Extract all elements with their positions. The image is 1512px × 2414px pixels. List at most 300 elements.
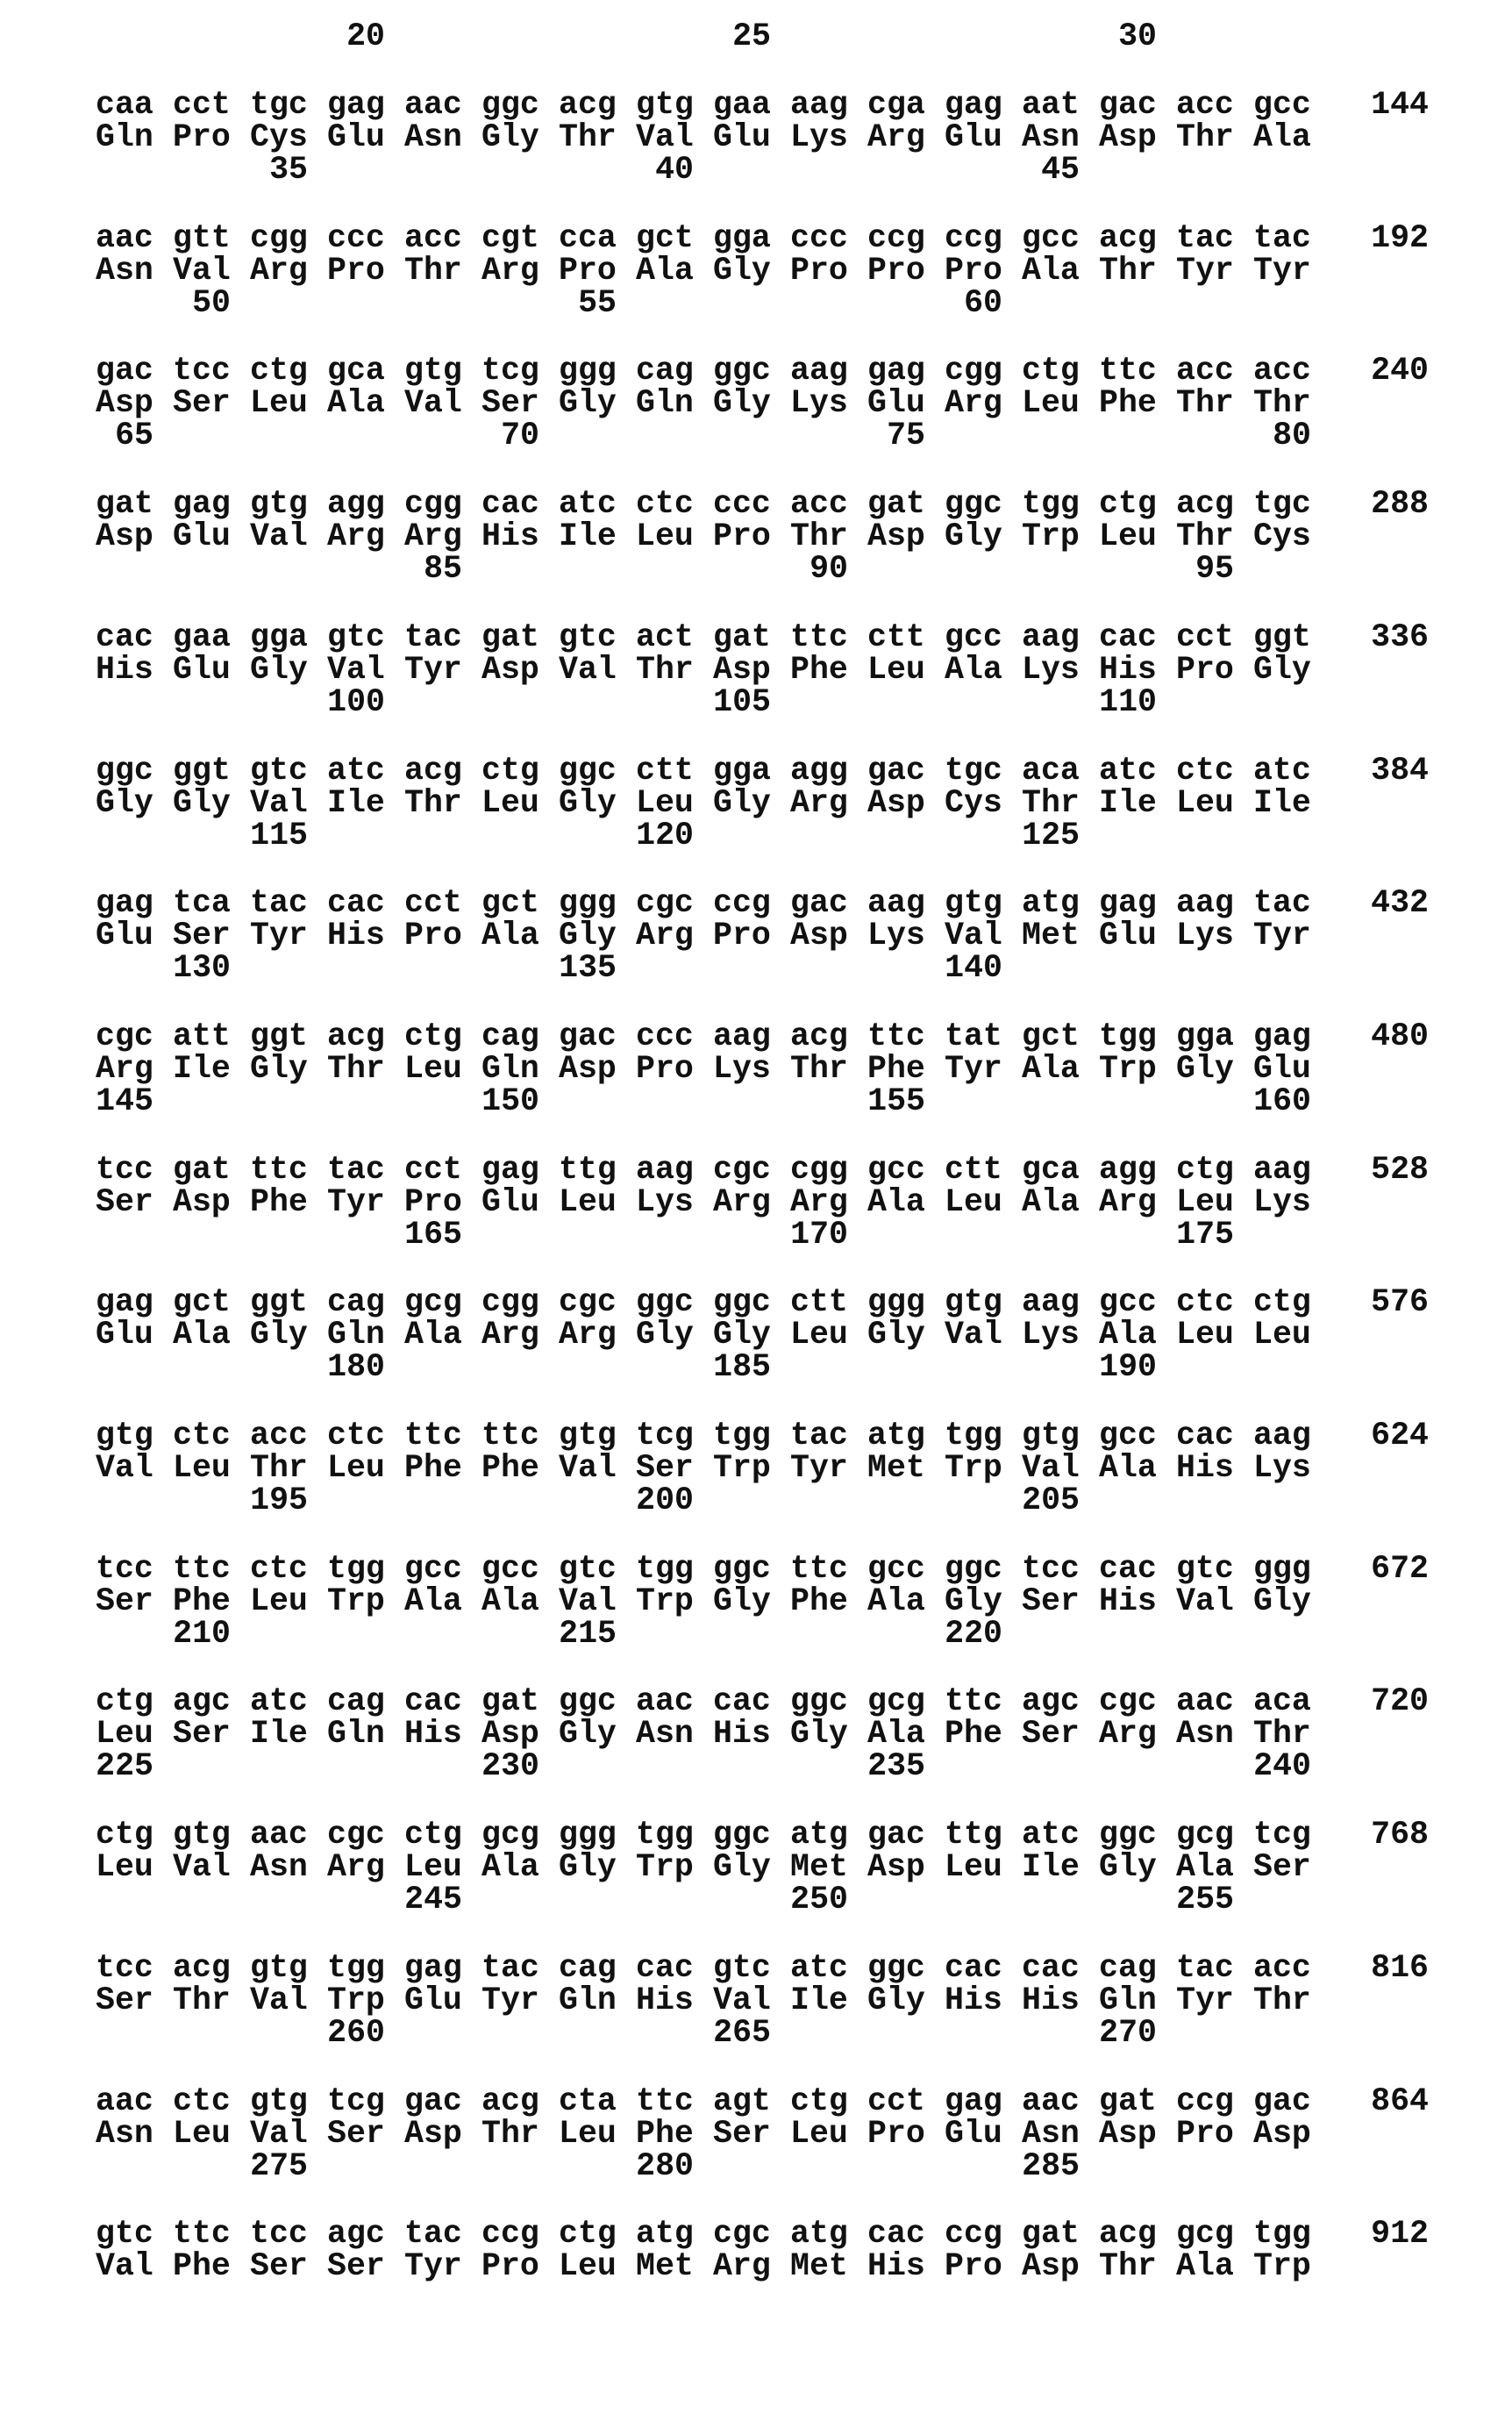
amino-acid: Ile: [173, 1053, 231, 1085]
sequence-block: [96, 1952, 1429, 2049]
amino-acid: Leu: [867, 653, 925, 686]
amino-acid: Phe: [867, 1053, 925, 1085]
codon: ccc: [636, 1020, 694, 1053]
amino-acid: Val: [636, 121, 694, 154]
codon: ggc: [636, 1286, 694, 1318]
amino-acid: Asp: [96, 387, 153, 419]
amino-acid: Val: [559, 1585, 617, 1618]
codon: ctg: [790, 2085, 848, 2118]
codon: gac: [867, 1818, 925, 1851]
codon: ctg: [1099, 488, 1157, 520]
residue-number-line: [96, 2017, 1429, 2049]
residue-number-line: [96, 2150, 1429, 2182]
sequence-block: [96, 1685, 1429, 1782]
codon: atg: [1022, 887, 1080, 919]
residue-number: 155: [867, 1085, 925, 1118]
amino-acid: Ala: [404, 1318, 462, 1351]
amino-acid: Gly: [713, 254, 771, 287]
codon: ggg: [1253, 1553, 1311, 1585]
residue-number: 260: [327, 2017, 385, 2049]
codon: cgt: [481, 222, 539, 254]
amino-acid: Pro: [636, 1053, 694, 1085]
amino-acid: Asp: [867, 1851, 925, 1883]
amino-acid-line: [96, 1585, 1429, 1618]
amino-acid: Arg: [945, 387, 1002, 419]
residue-number: 140: [945, 952, 1002, 984]
codon: agc: [173, 1685, 231, 1718]
residue-number-line: [96, 1750, 1429, 1782]
codon: agc: [327, 2218, 385, 2250]
codon: tac: [1253, 222, 1311, 254]
codon: gcc: [1099, 1419, 1157, 1452]
codon: acc: [1176, 354, 1234, 387]
residue-number: 125: [1022, 819, 1080, 852]
residue-number-line: [96, 1618, 1429, 1650]
codon: gcc: [867, 1153, 925, 1186]
amino-acid: Arg: [790, 1186, 848, 1218]
codon: cac: [481, 488, 539, 520]
amino-acid: Lys: [867, 919, 925, 952]
amino-acid: Leu: [636, 520, 694, 553]
codon: gcc: [481, 1553, 539, 1585]
residue-number-line: [96, 686, 1429, 718]
amino-acid: Asn: [1022, 121, 1080, 154]
codon: cgc: [96, 1020, 153, 1053]
codon: cag: [327, 1286, 385, 1318]
amino-acid: Arg: [404, 520, 462, 553]
amino-acid: Val: [173, 254, 231, 287]
residue-number: 250: [790, 1883, 848, 1916]
nucleotide-line: [96, 354, 1429, 387]
amino-acid: Gly: [559, 787, 617, 819]
codon: cac: [1176, 1419, 1234, 1452]
codon: ctg: [96, 1685, 153, 1718]
amino-acid: Tyr: [404, 2250, 462, 2282]
codon: gct: [636, 222, 694, 254]
amino-acid: Ser: [636, 1452, 694, 1484]
amino-acid: Asp: [481, 1718, 539, 1750]
codon: cgc: [713, 2218, 771, 2250]
sequence-block: [96, 887, 1429, 984]
amino-acid: Gly: [945, 520, 1002, 553]
codon: gac: [1099, 89, 1157, 121]
amino-acid: Cys: [250, 121, 308, 154]
codon: cgc: [636, 887, 694, 919]
codon: tgg: [636, 1553, 694, 1585]
residue-number: 60: [945, 287, 1002, 319]
amino-acid: Thr: [1176, 121, 1234, 154]
amino-acid: Ser: [96, 1984, 153, 2017]
codon: aag: [636, 1153, 694, 1186]
amino-acid: His: [713, 1718, 771, 1750]
codon: cgc: [713, 1153, 771, 1186]
codon: ggc: [481, 89, 539, 121]
amino-acid: Val: [250, 520, 308, 553]
amino-acid-line: [96, 1318, 1429, 1351]
codon: tac: [790, 1419, 848, 1452]
amino-acid: Leu: [250, 387, 308, 419]
amino-acid: Leu: [96, 1851, 153, 1883]
codon: tgg: [1253, 2218, 1311, 2250]
codon: gga: [1176, 1020, 1234, 1053]
amino-acid: Leu: [559, 1186, 617, 1218]
amino-acid: Glu: [327, 121, 385, 154]
nucleotide-line: [96, 1020, 1429, 1053]
residue-number: 255: [1176, 1883, 1234, 1916]
amino-acid: Gln: [636, 387, 694, 419]
amino-acid: Ala: [1022, 1186, 1080, 1218]
nucleotide-count: 720: [1371, 1685, 1429, 1718]
amino-acid: Ser: [327, 2250, 385, 2282]
amino-acid: Asp: [867, 520, 925, 553]
nucleotide-line: [96, 222, 1429, 254]
nucleotide-count: 672: [1371, 1553, 1429, 1585]
residue-number: 265: [713, 2017, 771, 2049]
amino-acid: Asn: [404, 121, 462, 154]
codon: cgg: [404, 488, 462, 520]
codon: aac: [1176, 1685, 1234, 1718]
codon: tcg: [1253, 1818, 1311, 1851]
amino-acid: Val: [250, 2118, 308, 2150]
codon: ggt: [1253, 621, 1311, 653]
nucleotide-line: [96, 887, 1429, 919]
codon: tac: [1176, 1952, 1234, 1984]
codon: tgg: [713, 1419, 771, 1452]
codon: cac: [1099, 621, 1157, 653]
codon: gtg: [945, 1286, 1002, 1318]
residue-number: 115: [250, 819, 308, 852]
amino-acid: Glu: [945, 2118, 1002, 2150]
codon: cac: [96, 621, 153, 653]
codon: gtc: [559, 1553, 617, 1585]
amino-acid: Phe: [790, 1585, 848, 1618]
codon: ctc: [1176, 754, 1234, 787]
amino-acid: His: [867, 2250, 925, 2282]
amino-acid: Gln: [327, 1318, 385, 1351]
residue-number-line: [96, 1218, 1429, 1251]
codon: tac: [404, 621, 462, 653]
codon: aac: [96, 2085, 153, 2118]
codon: ctt: [945, 1153, 1002, 1186]
codon: atc: [1022, 1818, 1080, 1851]
amino-acid: Trp: [945, 1452, 1002, 1484]
codon: gct: [1022, 1020, 1080, 1053]
residue-number: 120: [636, 819, 694, 852]
amino-acid: Gln: [96, 121, 153, 154]
amino-acid: Asp: [173, 1186, 231, 1218]
amino-acid: Arg: [250, 254, 308, 287]
amino-acid: Arg: [559, 1318, 617, 1351]
residue-number: 95: [1176, 553, 1234, 585]
amino-acid: Leu: [404, 1053, 462, 1085]
amino-acid: Ala: [867, 1718, 925, 1750]
amino-acid: Thr: [790, 1053, 848, 1085]
amino-acid: His: [1099, 653, 1157, 686]
amino-acid: Gly: [713, 1585, 771, 1618]
nucleotide-count: 288: [1371, 488, 1429, 520]
codon: ctc: [173, 2085, 231, 2118]
codon: acc: [404, 222, 462, 254]
codon: acg: [173, 1952, 231, 1984]
amino-acid: Ile: [327, 787, 385, 819]
residue-number: 75: [867, 419, 925, 452]
codon: gtg: [404, 354, 462, 387]
codon: gac: [404, 2085, 462, 2118]
codon: acg: [559, 89, 617, 121]
amino-acid: Lys: [1253, 1452, 1311, 1484]
codon: ttc: [1099, 354, 1157, 387]
residue-number: 210: [173, 1618, 231, 1650]
amino-acid: Gly: [250, 653, 308, 686]
amino-acid: Trp: [713, 1452, 771, 1484]
sequence-block: [96, 754, 1429, 852]
amino-acid: Ser: [1022, 1718, 1080, 1750]
amino-acid: Gly: [1099, 1851, 1157, 1883]
amino-acid: Leu: [173, 1452, 231, 1484]
nucleotide-line: [96, 2085, 1429, 2118]
amino-acid: Glu: [713, 121, 771, 154]
codon: ctg: [404, 1818, 462, 1851]
amino-acid: Thr: [481, 2118, 539, 2150]
amino-acid: Met: [790, 1851, 848, 1883]
residue-number: 225: [96, 1750, 153, 1782]
amino-acid: Glu: [1099, 919, 1157, 952]
amino-acid: Lys: [1022, 1318, 1080, 1351]
amino-acid: Gly: [713, 387, 771, 419]
codon: cta: [559, 2085, 617, 2118]
amino-acid: Gly: [790, 1718, 848, 1750]
codon: aag: [1253, 1419, 1311, 1452]
codon: cgc: [1099, 1685, 1157, 1718]
codon: acg: [1176, 488, 1234, 520]
amino-acid: Gly: [559, 919, 617, 952]
codon: tcc: [96, 1153, 153, 1186]
codon: ggc: [559, 1685, 617, 1718]
amino-acid: Ser: [96, 1186, 153, 1218]
amino-acid: His: [1176, 1452, 1234, 1484]
residue-number: 85: [404, 553, 462, 585]
codon: tcc: [96, 1952, 153, 1984]
amino-acid: Gly: [96, 787, 153, 819]
codon: gtg: [1022, 1419, 1080, 1452]
codon: ttc: [250, 1153, 308, 1186]
codon: ggg: [559, 354, 617, 387]
codon: tac: [404, 2218, 462, 2250]
codon: atc: [327, 754, 385, 787]
residue-number-line: [96, 1351, 1429, 1383]
codon: gtg: [636, 89, 694, 121]
codon: gac: [559, 1020, 617, 1053]
nucleotide-count: 240: [1371, 354, 1429, 387]
amino-acid-line: [96, 2250, 1429, 2282]
codon: ctg: [96, 1818, 153, 1851]
nucleotide-count: 864: [1371, 2085, 1429, 2118]
residue-number: 240: [1253, 1750, 1311, 1782]
amino-acid: Gly: [1253, 1585, 1311, 1618]
amino-acid: Pro: [1176, 2118, 1234, 2150]
codon: agt: [713, 2085, 771, 2118]
codon: cgg: [945, 354, 1002, 387]
amino-acid: Tyr: [1176, 1984, 1234, 2017]
amino-acid: Pro: [790, 254, 848, 287]
codon: gac: [867, 754, 925, 787]
amino-acid: Gln: [559, 1984, 617, 2017]
codon: ggc: [713, 1286, 771, 1318]
amino-acid: Ile: [1022, 1851, 1080, 1883]
sequence-block: [96, 1020, 1429, 1118]
amino-acid: Asp: [790, 919, 848, 952]
codon: tcc: [173, 354, 231, 387]
codon: ggc: [96, 754, 153, 787]
amino-acid: Asn: [96, 254, 153, 287]
residue-number: 65: [96, 419, 153, 452]
codon: gga: [250, 621, 308, 653]
nucleotide-count: 576: [1371, 1286, 1429, 1318]
amino-acid: Asn: [636, 1718, 694, 1750]
amino-acid: Pro: [559, 254, 617, 287]
codon: gca: [1022, 1153, 1080, 1186]
residue-number: 215: [559, 1618, 617, 1650]
codon: tac: [250, 887, 308, 919]
amino-acid: Leu: [1176, 1318, 1234, 1351]
amino-acid: Leu: [250, 1585, 308, 1618]
codon: ccc: [790, 222, 848, 254]
amino-acid: Asp: [559, 1053, 617, 1085]
codon: atg: [867, 1419, 925, 1452]
codon: ttc: [945, 1685, 1002, 1718]
header-residue-numbers: [96, 20, 1429, 53]
codon: ggt: [173, 754, 231, 787]
codon: cgg: [790, 1153, 848, 1186]
amino-acid: Phe: [173, 1585, 231, 1618]
codon: ggt: [250, 1020, 308, 1053]
codon: aca: [1022, 754, 1080, 787]
codon: gct: [481, 887, 539, 919]
residue-number: 185: [713, 1351, 771, 1383]
codon: gag: [1253, 1020, 1311, 1053]
amino-acid: Val: [96, 1452, 153, 1484]
codon: agc: [1022, 1685, 1080, 1718]
codon: ctg: [404, 1020, 462, 1053]
codon: ggc: [713, 1553, 771, 1585]
amino-acid: Ala: [1176, 1851, 1234, 1883]
amino-acid: Thr: [1253, 1718, 1311, 1750]
amino-acid: Ser: [1253, 1851, 1311, 1883]
amino-acid: Ile: [790, 1984, 848, 2017]
amino-acid: Lys: [1176, 919, 1234, 952]
codon: ccc: [713, 488, 771, 520]
codon: gag: [945, 2085, 1002, 2118]
codon: atc: [1099, 754, 1157, 787]
codon: tgg: [327, 1553, 385, 1585]
amino-acid: Leu: [1176, 1186, 1234, 1218]
amino-acid: Arg: [1099, 1718, 1157, 1750]
amino-acid: Asp: [713, 653, 771, 686]
residue-number: 230: [481, 1750, 539, 1782]
codon: atc: [559, 488, 617, 520]
codon: gat: [867, 488, 925, 520]
codon: cct: [867, 2085, 925, 2118]
codon: tgg: [1022, 488, 1080, 520]
amino-acid: Pro: [713, 919, 771, 952]
codon: att: [173, 1020, 231, 1053]
sequence-block: [96, 1553, 1429, 1650]
codon: cga: [867, 89, 925, 121]
amino-acid: Thr: [404, 254, 462, 287]
codon: gcc: [867, 1553, 925, 1585]
codon: tgc: [1253, 488, 1311, 520]
residue-number: 270: [1099, 2017, 1157, 2049]
codon: gaa: [713, 89, 771, 121]
codon: cac: [404, 1685, 462, 1718]
amino-acid: Leu: [1022, 387, 1080, 419]
codon: tat: [945, 1020, 1002, 1053]
codon: gat: [481, 621, 539, 653]
amino-acid: Thr: [1253, 387, 1311, 419]
amino-acid: His: [96, 653, 153, 686]
amino-acid: Val: [327, 653, 385, 686]
amino-acid: Arg: [713, 2250, 771, 2282]
residue-number: 40: [636, 154, 694, 186]
amino-acid: Tyr: [1176, 254, 1234, 287]
residue-number: 180: [327, 1351, 385, 1383]
codon: ctt: [790, 1286, 848, 1318]
amino-acid: Pro: [713, 520, 771, 553]
amino-acid: Asn: [96, 2118, 153, 2150]
amino-acid: Pro: [404, 919, 462, 952]
codon: gag: [867, 354, 925, 387]
sequence-block: [96, 2085, 1429, 2182]
amino-acid: Leu: [404, 1851, 462, 1883]
amino-acid-line: [96, 121, 1429, 154]
residue-number: 30: [1099, 20, 1157, 53]
codon: cgc: [559, 1286, 617, 1318]
amino-acid: Ser: [481, 387, 539, 419]
codon: tca: [173, 887, 231, 919]
codon: gcc: [945, 621, 1002, 653]
amino-acid: Arg: [327, 520, 385, 553]
codon: ggc: [559, 754, 617, 787]
codon: agg: [1099, 1153, 1157, 1186]
amino-acid: Cys: [1253, 520, 1311, 553]
amino-acid: Leu: [173, 2118, 231, 2150]
amino-acid: Gln: [1099, 1984, 1157, 2017]
amino-acid: Leu: [559, 2118, 617, 2150]
amino-acid: Arg: [1099, 1186, 1157, 1218]
amino-acid: Asp: [404, 2118, 462, 2150]
residue-number: 110: [1099, 686, 1157, 718]
amino-acid: Glu: [96, 919, 153, 952]
residue-number: 285: [1022, 2150, 1080, 2182]
residue-number: 175: [1176, 1218, 1234, 1251]
residue-number: 135: [559, 952, 617, 984]
amino-acid: Val: [250, 1984, 308, 2017]
codon: acg: [481, 2085, 539, 2118]
amino-acid: Pro: [173, 121, 231, 154]
amino-acid: His: [404, 1718, 462, 1750]
amino-acid: Val: [173, 1851, 231, 1883]
amino-acid: Leu: [790, 1318, 848, 1351]
codon: gat: [1099, 2085, 1157, 2118]
residue-number-line: [96, 287, 1429, 319]
amino-acid: Asp: [867, 787, 925, 819]
codon: aac: [250, 1818, 308, 1851]
amino-acid: Lys: [1253, 1186, 1311, 1218]
codon: tcc: [250, 2218, 308, 2250]
codon: ttc: [790, 1553, 848, 1585]
codon: gtg: [173, 1818, 231, 1851]
codon: tac: [481, 1952, 539, 1984]
